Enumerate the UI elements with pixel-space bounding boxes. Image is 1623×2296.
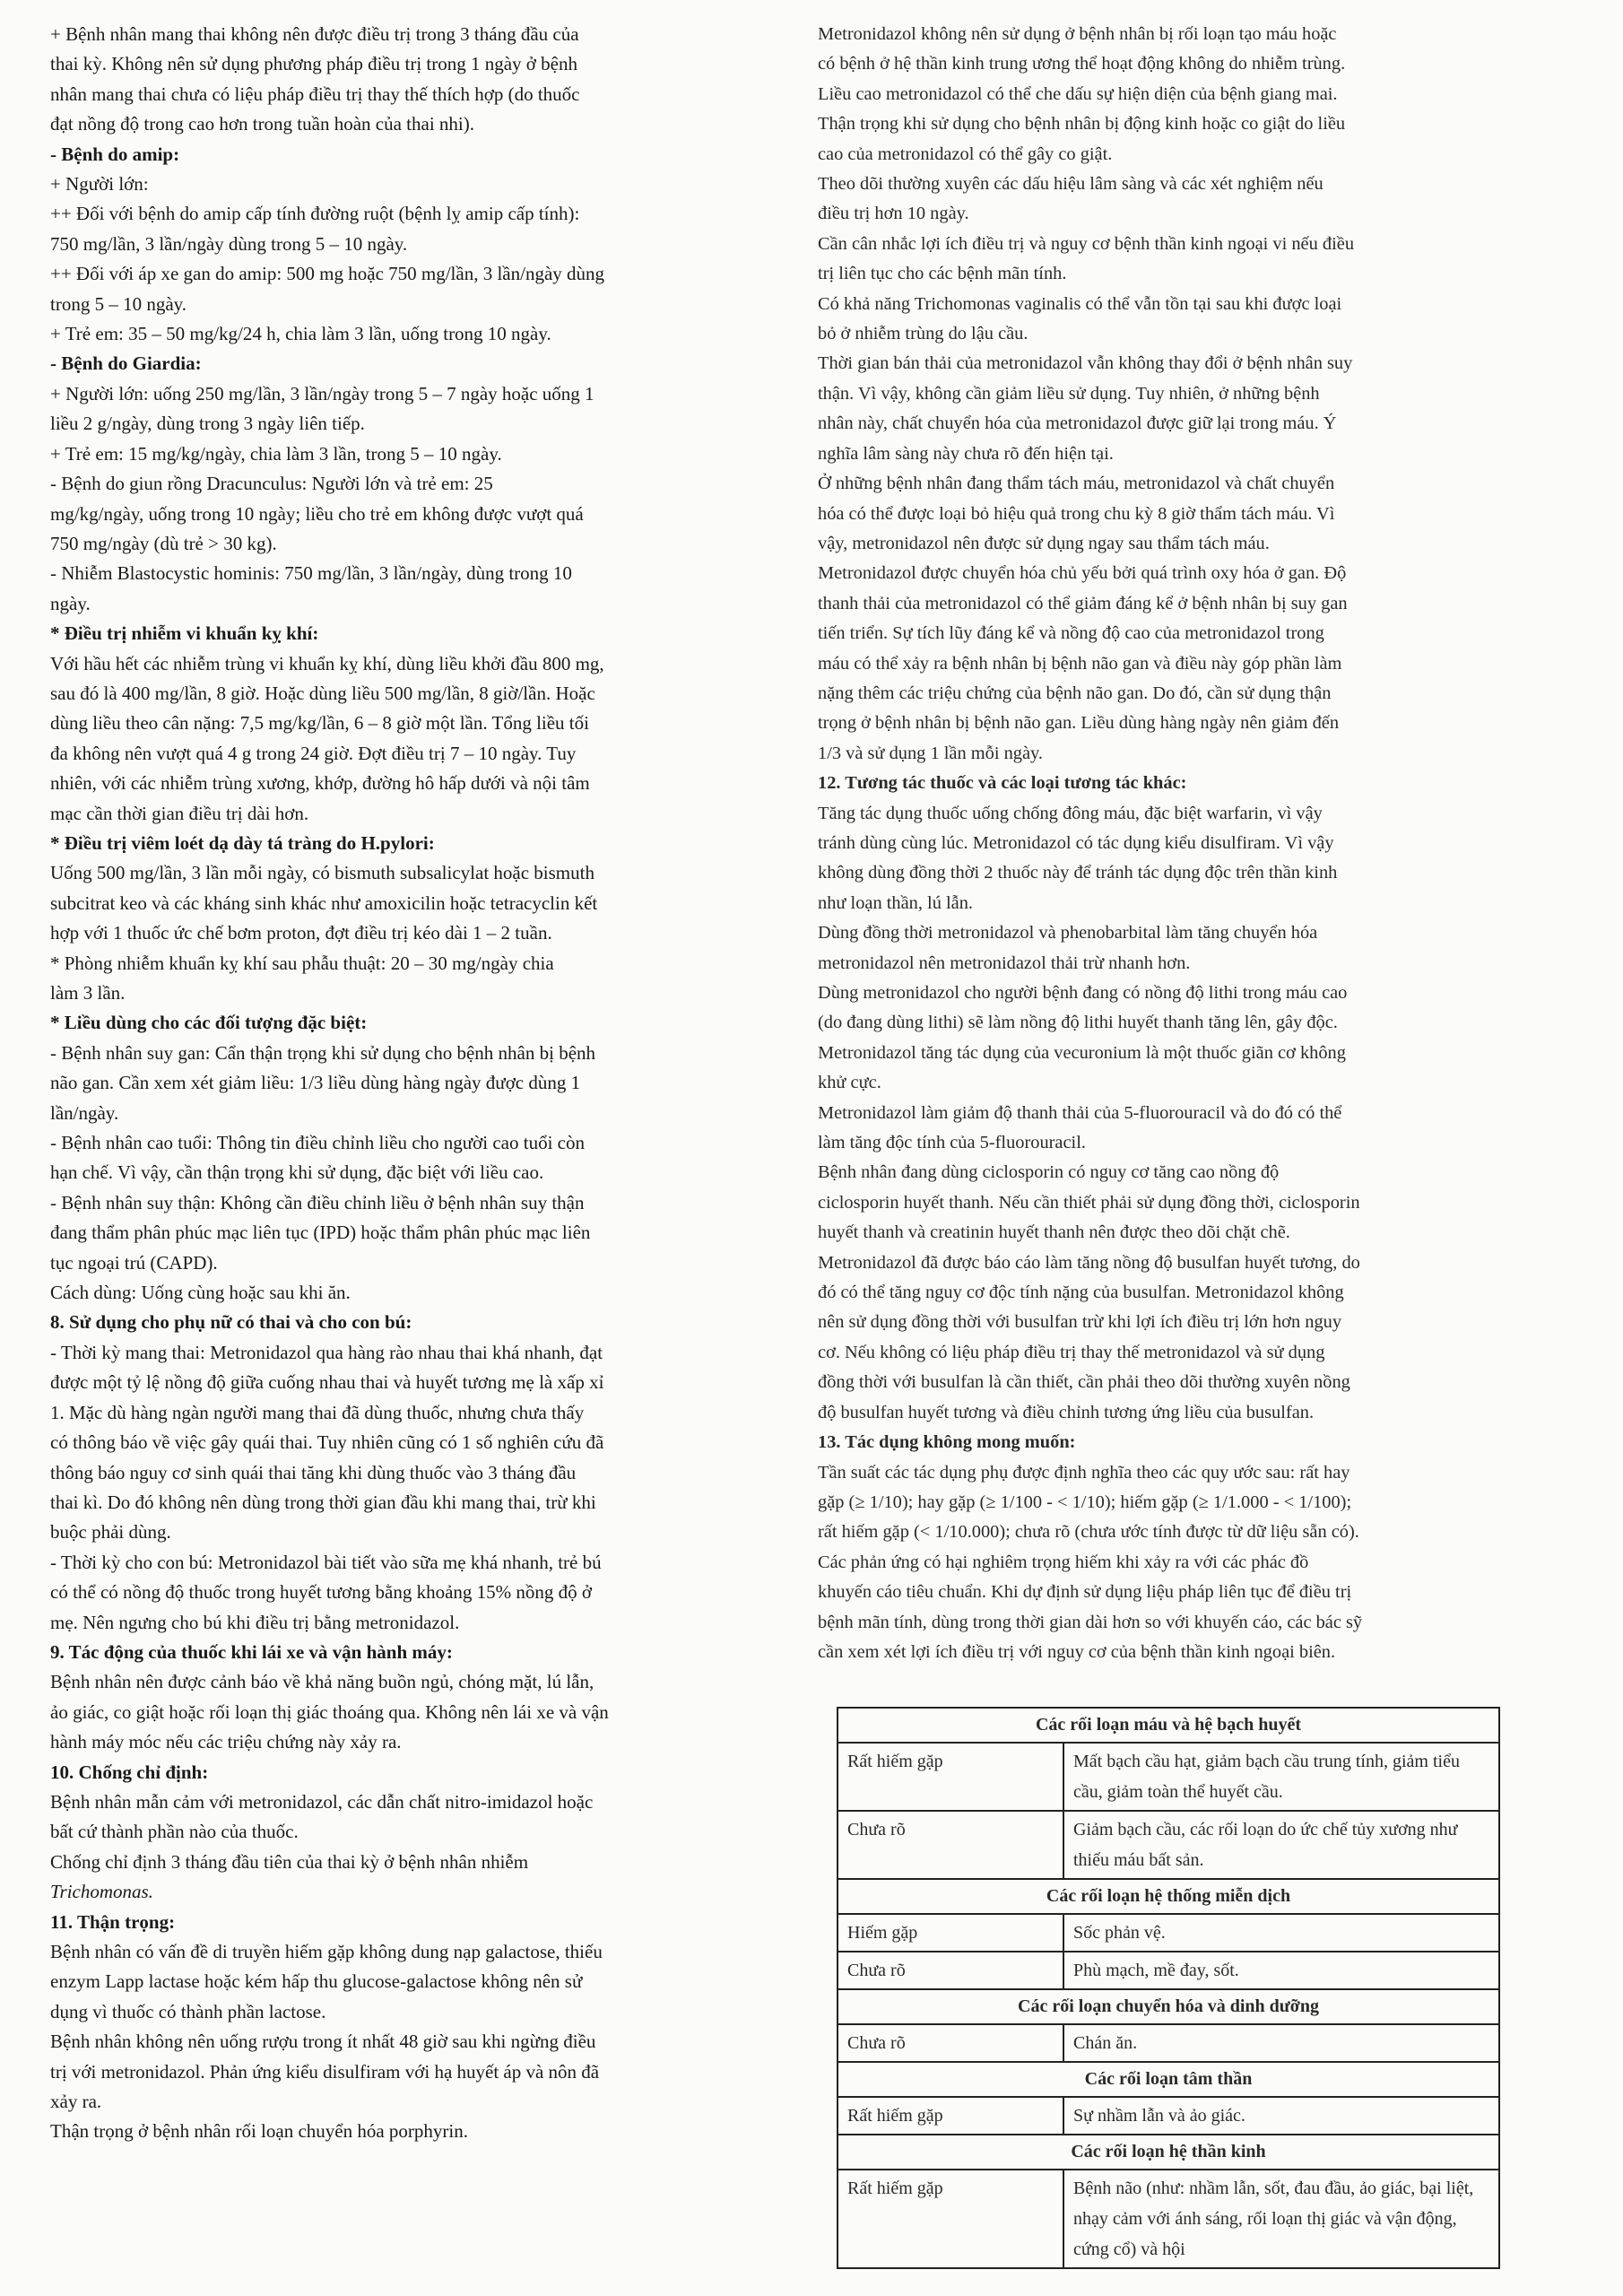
text-line: làm 3 lần. <box>50 982 126 1004</box>
text-line: vậy, metronidazol nên được sử dụng ngay sau thẩm tách máu. <box>818 533 1270 553</box>
text-line: - Thời kỳ cho con bú: Metronidazol bài tiết vào sữa mẹ khá nhanh, trẻ bú <box>50 1551 602 1573</box>
text-line: subcitrat keo và các kháng sinh khác như amoxicilin hoặc tetracyclin kết <box>50 891 598 914</box>
text-line: điều trị hơn 10 ngày. <box>818 204 969 224</box>
text-line: metronidazol nên metronidazol thải trừ nhanh hơn. <box>818 952 1191 973</box>
text-line: Liều cao metronidazol có thể che dấu sự hiện diện của bệnh giang mai. <box>818 83 1338 104</box>
text-line: nặng thêm các triệu chứng của bệnh não gan. Do đó, cần sử dụng thận <box>818 683 1332 703</box>
section-heading: 9. Tác động của thuốc khi lái xe và vận hành máy: <box>50 1640 453 1663</box>
text-line: + Trẻ em: 35 – 50 mg/kg/24 h, chia làm 3 lần, uống trong 10 ngày. <box>50 323 551 345</box>
text-line: tránh dùng cùng lúc. Metronidazol có tác dụng kiểu disulfiram. Vì vậy <box>818 832 1334 853</box>
section-heading: 13. Tác dụng không mong muốn: <box>818 1432 1076 1453</box>
frequency-cell: Rất hiếm gặp <box>838 2097 1063 2135</box>
section-heading: - Bệnh do amip: <box>50 143 180 165</box>
text-line: dùng liều theo cân nặng: 7,5 mg/kg/lần, 6 – 8 giờ một lần. Tổng liều tối <box>50 712 589 735</box>
text-line: Bệnh nhân mẫn cảm với metronidazol, các dẫn chất nitro-imidazol hoặc <box>50 1790 594 1813</box>
text-line: + Người lớn: uống 250 mg/lần, 3 lần/ngày trong 5 – 7 ngày hoặc uống 1 <box>50 382 595 404</box>
text-line: Có khả năng Trichomonas vaginalis có thể vẫn tồn tại sau khi được loại <box>818 293 1342 314</box>
text-line: đồng thời với busulfan là cần thiết, cần phải theo dõi thường xuyên nồng <box>818 1372 1350 1393</box>
text-line: mạc cần thời gian điều trị dài hơn. <box>50 802 309 824</box>
text-line: đang thẩm phân phúc mạc liên tục (IPD) hoặc thẩm phân phúc mạc liên <box>50 1222 591 1244</box>
text-line: Metronidazol không nên sử dụng ở bệnh nhân bị rối loạn tạo máu hoặc <box>818 24 1337 44</box>
text-line: trị với metronidazol. Phản ứng kiểu disulfiram với hạ huyết áp và nôn đã <box>50 2060 600 2083</box>
table-row <box>838 1811 1499 1879</box>
frequency-cell: Rất hiếm gặp <box>838 2170 1063 2268</box>
text-line: Dùng metronidazol cho người bệnh đang có nồng độ lithi trong máu cao <box>818 983 1348 1003</box>
category-header: Các rối loạn máu và hệ bạch huyết <box>838 1708 1499 1743</box>
text-line: Thời gian bán thải của metronidazol vẫn không thay đổi ở bệnh nhân suy <box>818 353 1353 374</box>
category-header: Các rối loạn hệ thống miễn dịch <box>838 1879 1499 1914</box>
text-line: Với hầu hết các nhiễm trùng vi khuẩn kỵ khí, dùng liều khởi đầu 800 mg, <box>50 652 604 674</box>
text-line: nhân mang thai chưa có liệu pháp điều trị thay thế thích hợp (do thuốc <box>50 83 580 105</box>
category-header: Các rối loạn chuyển hóa và dinh dưỡng <box>838 1989 1499 2024</box>
left-column <box>50 20 732 2147</box>
text-line: cơ. Nếu không có liệu pháp điều trị thay thế metronidazol và sử dụng <box>818 1342 1325 1362</box>
text-line: làm tăng độc tính của 5-fluorouracil. <box>818 1133 1086 1153</box>
text-line: Thận trọng ở bệnh nhân rối loạn chuyển hóa porphyrin. <box>50 2120 468 2143</box>
text-line: - Bệnh do giun rồng Dracunculus: Người lớn và trẻ em: 25 <box>50 473 493 495</box>
section-heading: - Bệnh do Giardia: <box>50 352 202 375</box>
text-line: Theo dõi thường xuyên các dấu hiệu lâm sàng và các xét nghiệm nếu <box>818 174 1324 195</box>
text-line: không dùng đồng thời 2 thuốc này để tránh tác dụng độc trên thần kinh <box>818 863 1338 883</box>
text-line: Bệnh nhân có vấn đề di truyền hiếm gặp không dung nạp galactose, thiếu <box>50 1941 603 1962</box>
frequency-cell: Rất hiếm gặp <box>838 1743 1063 1811</box>
text-line: (do đang dùng lithi) sẽ làm nồng độ lithi huyết thanh tăng lên, gây độc. <box>818 1013 1338 1033</box>
text-line: đạt nồng độ trong cao hơn trong tuần hoàn của thai nhi). <box>50 113 474 135</box>
text-line: enzym Lapp lactase hoặc kém hấp thu glucose-galactose không nên sử <box>50 1970 583 1993</box>
text-line: Metronidazol đã được báo cáo làm tăng nồng độ busulfan huyết tương, do <box>818 1252 1360 1273</box>
text-line: có thể có nồng độ thuốc trong huyết tương bằng khoảng 15% nồng độ ở <box>50 1581 592 1604</box>
text-line: - Thời kỳ mang thai: Metronidazol qua hàng rào nhau thai khá nhanh, đạt <box>50 1341 603 1363</box>
text-line: não gan. Cần xem xét giảm liều: 1/3 liều dùng hàng ngày được dùng 1 <box>50 1072 581 1094</box>
text-line: + Trẻ em: 15 mg/kg/ngày, chia làm 3 lần, trong 5 – 10 ngày. <box>50 442 502 465</box>
table-row <box>838 1708 1499 1743</box>
table-row <box>838 1743 1499 1811</box>
text-line: khử cực. <box>818 1073 881 1093</box>
text-line: mẹ. Nên ngưng cho bú khi điều trị bằng metronidazol. <box>50 1611 460 1633</box>
text-line: - Nhiễm Blastocystic hominis: 750 mg/lần, 3 lần/ngày, dùng trong 10 <box>50 562 572 585</box>
text-line: đa không nên vượt quá 4 g trong 24 giờ. Đợt điều trị 7 – 10 ngày. Tuy <box>50 742 577 764</box>
effect-cell: Phù mạch, mề đay, sốt. <box>1063 1952 1499 1989</box>
text-line: liều 2 g/ngày, dùng trong 3 ngày liên tiếp. <box>50 413 365 435</box>
text-line: thông báo nguy cơ sinh quái thai tăng khi dùng thuốc vào 3 tháng đầu <box>50 1461 577 1483</box>
text-line: 1/3 và sử dụng 1 lần mỗi ngày. <box>818 743 1043 763</box>
text-line: Ở những bệnh nhân đang thẩm tách máu, metronidazol và chất chuyển <box>818 474 1335 494</box>
text-line: Metronidazol tăng tác dụng của vecuronium là một thuốc giãn cơ không <box>818 1042 1346 1063</box>
text-line: huyết thanh và creatinin huyết thanh nên được theo dõi chặt chẽ. <box>818 1222 1290 1243</box>
effect-cell: Giảm bạch cầu, các rối loạn do ức chế tủy xương như thiếu máu bất sản. <box>1063 1811 1499 1879</box>
text-line: Uống 500 mg/lần, 3 lần mỗi ngày, có bismuth subsalicylat hoặc bismuth <box>50 862 595 884</box>
text-line: lần/ngày. <box>50 1101 119 1124</box>
section-heading: 12. Tương tác thuốc và các loại tương tác khác: <box>818 773 1187 794</box>
section-heading: * Liều dùng cho các đối tượng đặc biệt: <box>50 1012 368 1034</box>
text-line: ảo giác, co giật hoặc rối loạn thị giác thoáng qua. Không nên lái xe và vận <box>50 1700 609 1723</box>
text-line: đó có thể tăng nguy cơ độc tính nặng của busulfan. Metronidazol không <box>818 1283 1344 1303</box>
text-line: - Bệnh nhân suy gan: Cẩn thận trọng khi sử dụng cho bệnh nhân bị bệnh <box>50 1041 596 1064</box>
text-line: nhân này, chất chuyển hóa của metronidazol được giữ lại trong máu. Ý <box>818 413 1337 434</box>
section-heading: 10. Chống chỉ định: <box>50 1761 209 1783</box>
table-row <box>838 2135 1499 2170</box>
text-line: Metronidazol được chuyển hóa chủ yếu bởi quá trình oxy hóa ở gan. Độ <box>818 563 1347 584</box>
text-line: gặp (≥ 1/10); hay gặp (≥ 1/100 - < 1/10); hiếm gặp (≥ 1/1.000 - < 1/100); <box>818 1492 1352 1512</box>
text-line: có thông báo về việc gây quái thai. Tuy nhiên cũng có 1 số nghiên cứu đã <box>50 1431 604 1454</box>
text-line: Bệnh nhân đang dùng ciclosporin có nguy cơ tăng cao nồng độ <box>818 1162 1280 1183</box>
text-line: Dùng đồng thời metronidazol và phenobarbital làm tăng chuyển hóa <box>818 923 1318 944</box>
adverse-effects-table <box>837 1707 1500 2269</box>
text-line: * Phòng nhiễm khuẩn kỵ khí sau phẫu thuật: 20 – 30 mg/ngày chia <box>50 952 554 974</box>
text-line: độ busulfan huyết tương và điều chỉnh tương ứng liều của busulfan. <box>818 1402 1315 1422</box>
table-row <box>838 1914 1499 1952</box>
text-line: mg/kg/ngày, uống trong 10 ngày; liều cho trẻ em không được vượt quá <box>50 502 584 525</box>
frequency-cell: Chưa rõ <box>838 2024 1063 2062</box>
table-row <box>838 1989 1499 2024</box>
text-line: buộc phải dùng. <box>50 1521 171 1544</box>
text-line: ngày. <box>50 592 91 614</box>
text-line: Tăng tác dụng thuốc uống chống đông máu, đặc biệt warfarin, vì vậy <box>818 803 1323 823</box>
text-line: bất cứ thành phần nào của thuốc. <box>50 1821 299 1843</box>
text-line: nên sử dụng đồng thời với busulfan trừ khi lợi ích điều trị lớn hơn nguy <box>818 1312 1342 1333</box>
text-line: tiến triển. Sự tích lũy đáng kể và nồng độ cao của metronidazol trong <box>818 623 1324 644</box>
effect-cell: Mất bạch cầu hạt, giảm bạch cầu trung tính, giảm tiểu cầu, giảm toàn thể huyết cầu. <box>1063 1743 1499 1811</box>
text-line: Thận trọng khi sử dụng cho bệnh nhân bị động kinh hoặc co giật do liều <box>818 114 1346 135</box>
text-line: + Người lớn: <box>50 173 149 196</box>
text-line: thận. Vì vậy, không cần giảm liều sử dụng. Tuy nhiên, ở những bệnh <box>818 383 1320 404</box>
text-line: có bệnh ở hệ thần kinh trung ương thể hoạt động không do nhiễm trùng. <box>818 54 1346 74</box>
effect-cell: Sự nhầm lẫn và ảo giác. <box>1063 2097 1499 2135</box>
text-line: tục ngoại trú (CAPD). <box>50 1251 218 1274</box>
text-line: hóa có thể được loại bỏ hiệu quả trong chu kỳ 8 giờ thẩm tách máu. Vì <box>818 503 1335 524</box>
text-line: trị liên tục cho các bệnh mãn tính. <box>818 264 1067 284</box>
text-line: Các phản ứng có hại nghiêm trọng hiếm khi xảy ra với các phác đồ <box>818 1552 1309 1572</box>
effect-cell: Sốc phản vệ. <box>1063 1914 1499 1952</box>
text-line: + Bệnh nhân mang thai không nên được điều trị trong 3 tháng đầu của <box>50 23 579 45</box>
text-line: cao của metronidazol có thể gây co giật. <box>818 144 1113 164</box>
frequency-cell: Chưa rõ <box>838 1811 1063 1879</box>
text-line: Trichomonas. <box>50 1881 153 1903</box>
right-column <box>818 20 1513 1667</box>
text-line: ++ Đối với bệnh do amip cấp tính đường ruột (bệnh lỵ amip cấp tính): <box>50 203 580 225</box>
text-line: được một tỷ lệ nồng độ giữa cuống nhau thai và huyết tương mẹ là xấp xỉ <box>50 1371 604 1394</box>
text-line: cần xem xét lợi ích điều trị với nguy cơ của bệnh thần kinh ngoại biên. <box>818 1641 1336 1662</box>
text-line: khuyến cáo tiêu chuẩn. Khi dự định sử dụng liệu pháp liên tục để điều trị <box>818 1582 1352 1603</box>
text-line: 1. Mặc dù hàng ngàn người mang thai đã dùng thuốc, nhưng chưa thấy <box>50 1401 585 1423</box>
adverse-effects-table-wrap <box>837 1707 1500 2269</box>
text-line: hạn chế. Vì vậy, cần thận trọng khi sử dụng, đặc biệt với liều cao. <box>50 1161 544 1184</box>
table-row <box>838 2024 1499 2062</box>
text-line: - Bệnh nhân cao tuổi: Thông tin điều chỉnh liều cho người cao tuổi còn <box>50 1132 585 1154</box>
text-line: máu có thể xảy ra bệnh nhân bị bệnh não gan và điều này góp phần làm <box>818 653 1342 674</box>
text-line: Tần suất các tác dụng phụ được định nghĩa theo các quy ước sau: rất hay <box>818 1462 1350 1483</box>
text-line: ciclosporin huyết thanh. Nếu cần thiết phải sử dụng đồng thời, ciclosporin <box>818 1192 1360 1213</box>
text-line: Bệnh nhân nên được cảnh báo về khả năng buồn ngủ, chóng mặt, lú lẫn, <box>50 1671 595 1693</box>
text-line: hợp với 1 thuốc ức chế bơm proton, đợt điều trị kéo dài 1 – 2 tuần. <box>50 922 552 944</box>
table-row <box>838 1879 1499 1914</box>
text-line: 750 mg/lần, 3 lần/ngày dùng trong 5 – 10 ngày. <box>50 232 408 255</box>
text-line: rất hiếm gặp (< 1/10.000); chưa rõ (chưa ước tính được từ dữ liệu sẵn có). <box>818 1522 1359 1543</box>
category-header: Các rối loạn hệ thần kinh <box>838 2135 1499 2170</box>
text-line: như loạn thần, lú lẫn. <box>818 892 974 913</box>
effect-cell: Bệnh não (như: nhầm lẫn, sốt, đau đầu, ảo giác, bại liệt, nhạy cảm với ánh sáng, rối loạn thị giác và vận động, cứng cổ) và hội <box>1063 2170 1499 2268</box>
text-line: Metronidazol làm giảm độ thanh thải của 5-fluorouracil và do đó có thể <box>818 1102 1342 1123</box>
text-line: Bệnh nhân không nên uống rượu trong ít nhất 48 giờ sau khi ngừng điều <box>50 2031 596 2053</box>
text-line: bệnh mãn tính, dùng trong thời gian dài hơn so với khuyến cáo, các bác sỹ <box>818 1612 1363 1632</box>
table-row <box>838 2170 1499 2268</box>
text-line: nhiên, với các nhiễm trùng xương, khớp, đường hô hấp dưới và nội tâm <box>50 772 590 795</box>
table-row <box>838 2097 1499 2135</box>
text-line: ++ Đối với áp xe gan do amip: 500 mg hoặc 750 mg/lần, 3 lần/ngày dùng <box>50 263 605 285</box>
effect-cell: Chán ăn. <box>1063 2024 1499 2062</box>
text-line: Cần cân nhắc lợi ích điều trị và nguy cơ bệnh thần kinh ngoại vi nếu điều <box>818 233 1355 254</box>
text-line: Cách dùng: Uống cùng hoặc sau khi ăn. <box>50 1282 351 1304</box>
text-line: dụng vì thuốc có thành phần lactose. <box>50 2000 326 2022</box>
text-line: bỏ ở nhiễm trùng do lậu cầu. <box>818 324 1028 344</box>
section-heading: 8. Sử dụng cho phụ nữ có thai và cho con bú: <box>50 1311 412 1334</box>
text-line: sau đó là 400 mg/lần, 8 giờ. Hoặc dùng liều 500 mg/lần, 8 giờ/lần. Hoặc <box>50 682 595 704</box>
text-line: xảy ra. <box>50 2091 102 2113</box>
frequency-cell: Chưa rõ <box>838 1952 1063 1989</box>
text-line: thanh thải của metronidazol có thể giảm đáng kể ở bệnh nhân bị suy gan <box>818 593 1348 613</box>
table-row <box>838 2062 1499 2097</box>
text-line: thai kỳ. Không nên sử dụng phương pháp điều trị trong 1 ngày ở bệnh <box>50 53 577 75</box>
frequency-cell: Hiếm gặp <box>838 1914 1063 1952</box>
section-heading: 11. Thận trọng: <box>50 1910 176 1933</box>
text-line: 750 mg/ngày (dù trẻ > 30 kg). <box>50 532 277 554</box>
text-line: nghĩa lâm sàng này chưa rõ đến hiện tại. <box>818 443 1114 464</box>
text-line: thai kì. Do đó không nên dùng trong thời gian đầu khi mang thai, trừ khi <box>50 1491 596 1513</box>
section-heading: * Điều trị viêm loét dạ dày tá tràng do H.pylori: <box>50 831 435 854</box>
section-heading: * Điều trị nhiễm vi khuẩn kỵ khí: <box>50 622 319 645</box>
text-line: trọng ở bệnh nhân bị bệnh não gan. Liều dùng hàng ngày nên giảm đến <box>818 713 1340 734</box>
text-line: hành máy móc nếu các triệu chứng này xảy ra. <box>50 1731 402 1753</box>
text-line: - Bệnh nhân suy thận: Không cần điều chỉnh liều ở bệnh nhân suy thận <box>50 1191 585 1213</box>
text-line: Chống chỉ định 3 tháng đầu tiên của thai kỳ ở bệnh nhân nhiễm <box>50 1850 529 1873</box>
table-row <box>838 1952 1499 1989</box>
text-line: trong 5 – 10 ngày. <box>50 292 187 315</box>
category-header: Các rối loạn tâm thần <box>838 2062 1499 2097</box>
